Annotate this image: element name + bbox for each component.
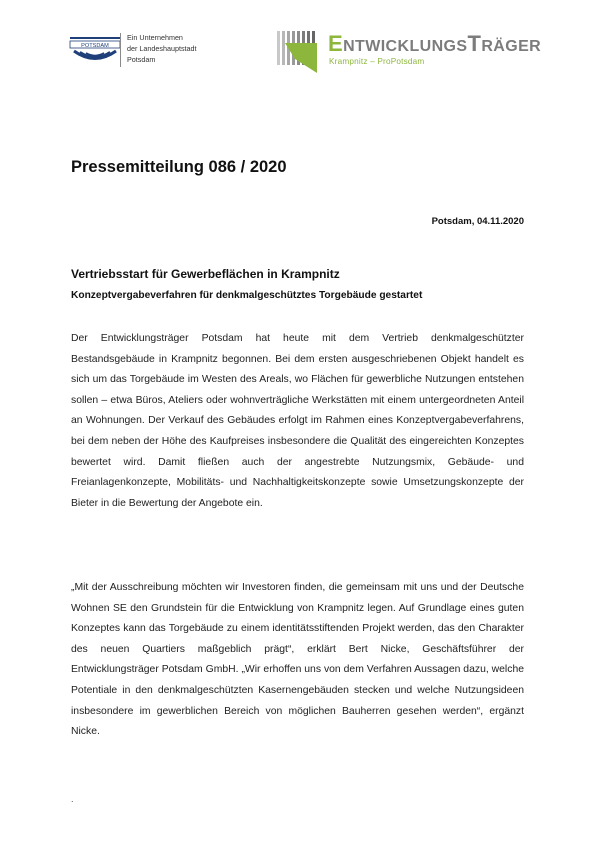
subheadline: Konzeptvergabeverfahren für denkmalgeschütztes Torgebäude gestartet xyxy=(71,290,423,301)
entwicklungstraeger-subtitle: Krampnitz – ProPotsdam xyxy=(329,57,425,66)
potsdam-text-line: Ein Unternehmen xyxy=(127,33,183,42)
logo-divider xyxy=(120,33,121,67)
press-release-title: Pressemitteilung 086 / 2020 xyxy=(71,158,287,176)
wordmark-initial: E xyxy=(328,31,344,56)
potsdam-text-line: Potsdam xyxy=(127,55,156,64)
potsdam-text-line: der Landeshauptstadt xyxy=(127,44,197,53)
potsdam-logo-text xyxy=(127,32,197,65)
potsdam-logo xyxy=(68,32,122,66)
wordmark-part-1: NTWICKLUNGS xyxy=(343,38,468,55)
wordmark-part-2: RÄGER xyxy=(481,38,542,55)
footer-mark: . xyxy=(71,794,74,804)
entwicklungstraeger-logo-mark xyxy=(277,31,321,73)
body-paragraph: Der Entwicklungsträger Potsdam hat heute mit dem Vertrieb denkmalgeschützter Bestandsgebäude in Krampnitz begonnen. Bei dem ersten ausgeschriebenen Objekt handelt es sich um das Torgebäude im Westen des Areals, wo Flächen für gewerbliche Nutzungen entstehen sollen – etwa Büros, Ateliers oder wohnverträgliche Werkstätten mit einem untergeordneten Anteil an Wohnungen. Der Verkauf des Gebäudes erfolgt im Rahmen eines Konzeptvergabeverfahrens, bei dem neben der Höhe des Kaufpreises insbesondere die Qualität des eingereichten Konzeptes bewertet wird. Damit fließen auch der angestrebte Nutzungsmix, Gebäude- und Freianlagenkonzepte, Mobilitäts- und Nachhaltigkeitskonzepte sowie Umsetzungskonzepte der Bieter in die Bewertung der Angebote ein. xyxy=(71,333,524,509)
headline: Vertriebsstart für Gewerbeflächen in Krampnitz xyxy=(71,267,340,281)
entwicklungstraeger-wordmark xyxy=(328,33,541,58)
wordmark-t: T xyxy=(467,31,482,56)
body-paragraph: „Mit der Ausschreibung möchten wir Investoren finden, die gemeinsam mit uns und der Deutsche Wohnen SE den Grundstein für die Entwicklung von Krampnitz legen. Auf Grundlage eines guten Konzeptes kann das Torgebäude zu einem identitätsstiftenden Projekt werden, das den Charakter des neuen Quartiers maßgeblich prägt“, erklärt Bert Nicke, Geschäftsführer der Entwicklungsträger Potsdam GmbH. „Wir erhoffen uns von dem Verfahren Aussagen dazu, welche Potentiale in den denkmalgeschützten Kasernengebäuden stecken und welche Nutzungsideen insbesondere im gewerblichen Bereich von möglichen Bauherren gesehen werden“, ergänzt Nicke. xyxy=(71,582,524,738)
place-and-date: Potsdam, 04.11.2020 xyxy=(431,216,524,227)
potsdam-wordmark: POTSDAM xyxy=(81,42,109,49)
